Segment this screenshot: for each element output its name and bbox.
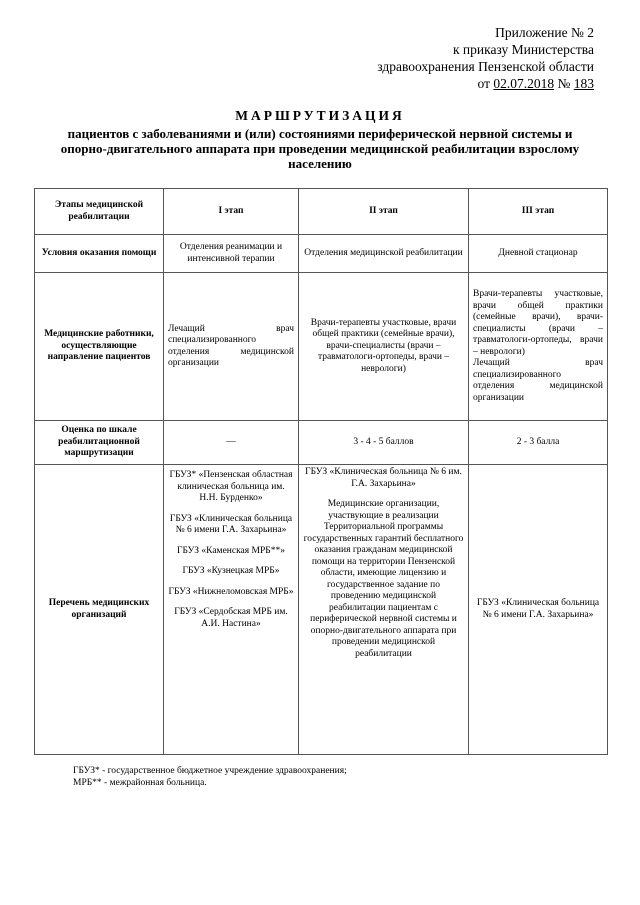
cell-score-2: 3 - 4 - 5 баллов — [299, 421, 469, 465]
org-item: ГБУЗ «Нижнеломовская МРБ» — [168, 586, 294, 597]
annex-line1: Приложение № 2 — [495, 25, 594, 40]
header-stage-1: I этап — [164, 189, 299, 235]
header-stages: Этапы медицинской реабилитации — [35, 189, 164, 235]
cell-conditions-2: Отделения медицинской реабилитации — [299, 235, 469, 273]
annex-order-ref — [294, 75, 594, 92]
cell-conditions-1: Отделения реанимации и интенсивной терапии — [164, 235, 299, 273]
org-item: ГБУЗ «Сердобская МРБ им. А.И. Настина» — [174, 607, 288, 629]
org-item: ГБУЗ «Каменская МРБ**» — [177, 545, 285, 556]
annex-number: 183 — [573, 76, 594, 91]
table-row — [35, 273, 608, 421]
annex-line2: к приказу Министерства — [452, 42, 594, 57]
title-subtitle: пациентов с заболеваниями и (или) состояниями периферической нервной системы и опорно-двигательного аппарата при проведении медицинской реабилитации взрослому населению — [60, 126, 580, 171]
cell-orgs-2 — [299, 465, 469, 755]
row-label-score: Оценка по шкале реабилитационной маршрутизации — [35, 421, 164, 465]
cell-workers-1: Лечащий врач специализированного отделения медицинской организации — [164, 273, 299, 421]
workers-3-doctors: Врачи-терапевты участковые, врачи общей практики (семейные врачи), врачи-специалисты (врачи – травматологи-ортопеды, врачи – неврологи) — [473, 289, 603, 357]
table-row — [35, 465, 608, 755]
org-item: ГБУЗ* «Пензенская областная клиническая больница им. Н.Н. Бурденко» — [169, 470, 293, 503]
table-header-row — [35, 189, 608, 235]
workers-3-attending: Лечащий врач специализированного отделения медицинской организации — [473, 358, 603, 403]
cell-orgs-1 — [164, 465, 299, 755]
annex-header — [294, 24, 594, 92]
org-participants: Медицинские организации, участвующие в реализации Территориальной программы государственных гарантий бесплатного оказания гражданам медицинской помощи на территории Пензенской области, имеющие лицензию и государственное задание по проведению медицинской реабилитации пациентам с периферической нервной системы и опорно-двигательного аппарата при проведении медицинской реабилитации — [303, 499, 464, 659]
cell-score-3: 2 - 3 балла — [469, 421, 608, 465]
document-title — [60, 108, 580, 171]
table-row — [35, 421, 608, 465]
annex-from: от — [477, 76, 490, 91]
footnote-mrb: МРБ** - межрайонная больница. — [73, 778, 207, 788]
row-label-conditions: Условия оказания помощи — [35, 235, 164, 273]
org-item: ГБУЗ «Клиническая больница № 6 им. Г.А. Захарьина» — [305, 467, 462, 489]
cell-conditions-3: Дневной стационар — [469, 235, 608, 273]
cell-orgs-3: ГБУЗ «Клиническая больница № 6 имени Г.А. Захарьина» — [469, 465, 608, 755]
row-label-orgs: Перечень медицинских организаций — [35, 465, 164, 755]
org-item: ГБУЗ «Клиническая больница № 6 имени Г.А. Захарьина» — [169, 513, 293, 535]
cell-score-1: — — [164, 421, 299, 465]
footnotes — [73, 765, 347, 789]
cell-workers-3 — [469, 273, 608, 421]
row-label-workers: Медицинские работники, осуществляющие направление пациентов — [35, 273, 164, 421]
footnote-gbuz: ГБУЗ* - государственное бюджетное учреждение здравоохранения; — [73, 766, 347, 776]
header-stage-3: III этап — [469, 189, 608, 235]
org-item: ГБУЗ «Кузнецкая МРБ» — [182, 566, 280, 576]
header-stage-2: II этап — [299, 189, 469, 235]
annex-num-sign: № — [557, 76, 571, 91]
title-main: МАРШРУТИЗАЦИЯ — [235, 108, 405, 123]
table-row — [35, 235, 608, 273]
annex-line3: здравоохранения Пензенской области — [377, 59, 594, 74]
annex-date: 02.07.2018 — [493, 76, 555, 91]
cell-workers-2: Врачи-терапевты участковые, врачи общей практики (семейные врачи), врачи-специалисты (врачи – травматологи-ортопеды, врачи – неврологи) — [299, 273, 469, 421]
routing-table — [34, 188, 608, 755]
